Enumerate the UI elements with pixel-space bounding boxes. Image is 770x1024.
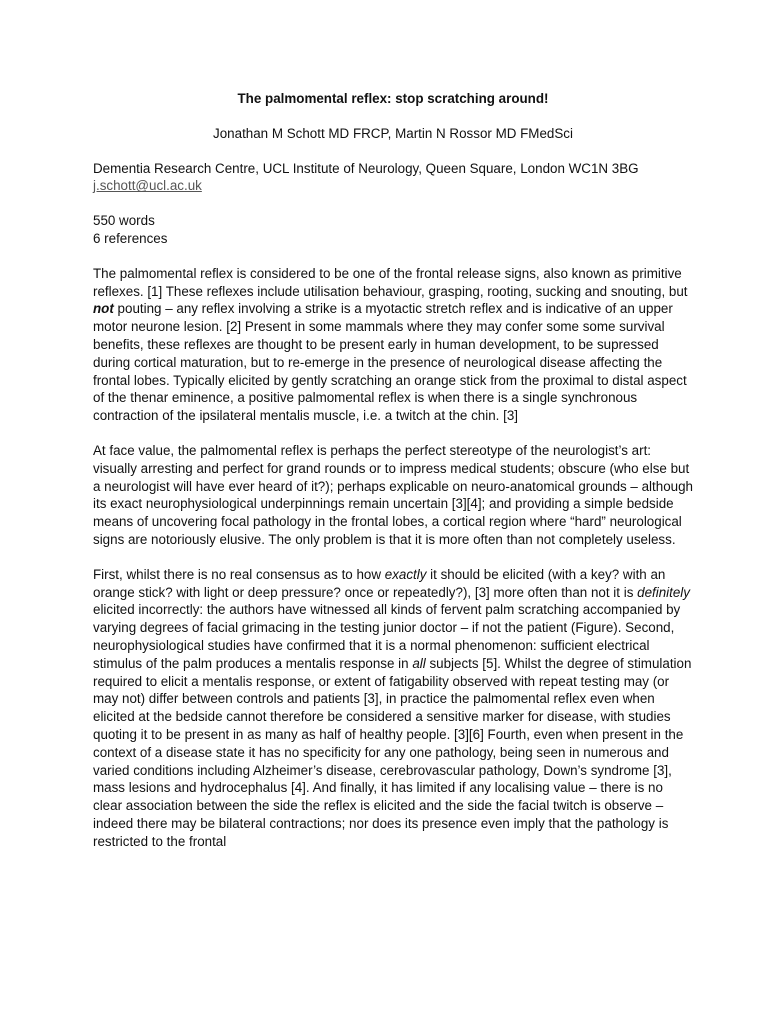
affiliation-block xyxy=(93,160,693,196)
author-line: Jonathan M Schott MD FRCP, Martin N Rossor MD FMedSci xyxy=(213,125,573,141)
paragraph-1: The palmomental reflex is considered to be one of the frontal release signs, also known as primitive reflexes. [1] These reflexes include utilisation behaviour, grasping, rooting, sucking and snouting, but not pouting – any reflex involving a strike is a myotactic stretch reflex and is indicative of an upper motor neurone lesion. [2] Present in some mammals where they may confer some some survival benefits, these reflexes are thought to be present early in human development, to be supressed during cortical maturation, but to re-emerge in the presence of neurological disease affecting the frontal lobes. Typically elicited by gently scratching an orange stick from the proximal to distal aspect of the thenar eminence, a positive palmomental reflex is when there is a single synchronous contraction of the ipsilateral mentalis muscle, i.e. a twitch at the chin. [3] xyxy=(93,265,688,424)
emphasis-definitely: definitely xyxy=(637,584,690,600)
word-count: 550 words xyxy=(93,213,155,229)
reference-count: 6 references xyxy=(93,230,168,246)
emphasis-exactly: exactly xyxy=(384,566,427,582)
paragraph-3: First, whilst there is no real consensus as to how exactly it should be elicited (with a key? with an orange stick? with light or deep pressure? once or repeatedly?), [3] more often than not it is definitely elicited incorrectly: the authors have witnessed all kinds of fervent palm scratching accompanied by varying degrees of facial grimacing in the testing junior doctor – if not the patient (Figure). Second, neurophysiological studies have confirmed that it is a normal phenomenon: sufficient electrical stimulus of the palm produces a mentalis response in all subjects [5]. Whilst the degree of stimulation required to elicit a mentalis response, or extent of fatigability observed with repeat testing may (or may not) differ between controls and patients [3], in practice the palmomental reflex even when elicited at the bedside cannot therefore be considered a sensitive marker for disease, with studies quoting it to be present in as many as half of healthy people. [3][6] Fourth, even when present in the context of a disease state it has no specificity for any one pathology, being seen in numerous and varied conditions including Alzheimer’s disease, cerebrovascular pathology, Down’s syndrome [3], mass lesions and hydrocephalus [4]. And finally, it has limited if any localising value – there is no clear association between the side the reflex is elicited and the side the facial twitch is observe – indeed there may be bilateral contractions; nor does its presence even imply that the pathology is restricted to the frontal xyxy=(93,566,692,849)
document-page xyxy=(93,90,693,850)
emphasis-not: not xyxy=(93,301,114,317)
paragraph-2: At face value, the palmomental reflex is perhaps the perfect stereotype of the neurologist’s art: visually arresting and perfect for grand rounds or to impress medical students; obscure (who else but a neurologist will have ever heard of it?); perhaps explicable on neuro-anatomical grounds – although its exact neurophysiological underpinnings remain uncertain [3][4]; and providing a simple bedside means of uncovering focal pathology in the frontal lobes, a cortical region where “hard” neurological signs are notoriously elusive. The only problem is that it is more often than not completely useless. xyxy=(93,442,693,547)
affiliation: Dementia Research Centre, UCL Institute of Neurology, Queen Square, London WC1N 3BG xyxy=(93,160,639,176)
emphasis-all: all xyxy=(412,655,426,671)
article-title: The palmomental reflex: stop scratching around! xyxy=(237,91,549,106)
counts-block xyxy=(93,212,693,248)
email-link[interactable]: j.schott@ucl.ac.uk xyxy=(93,178,202,194)
